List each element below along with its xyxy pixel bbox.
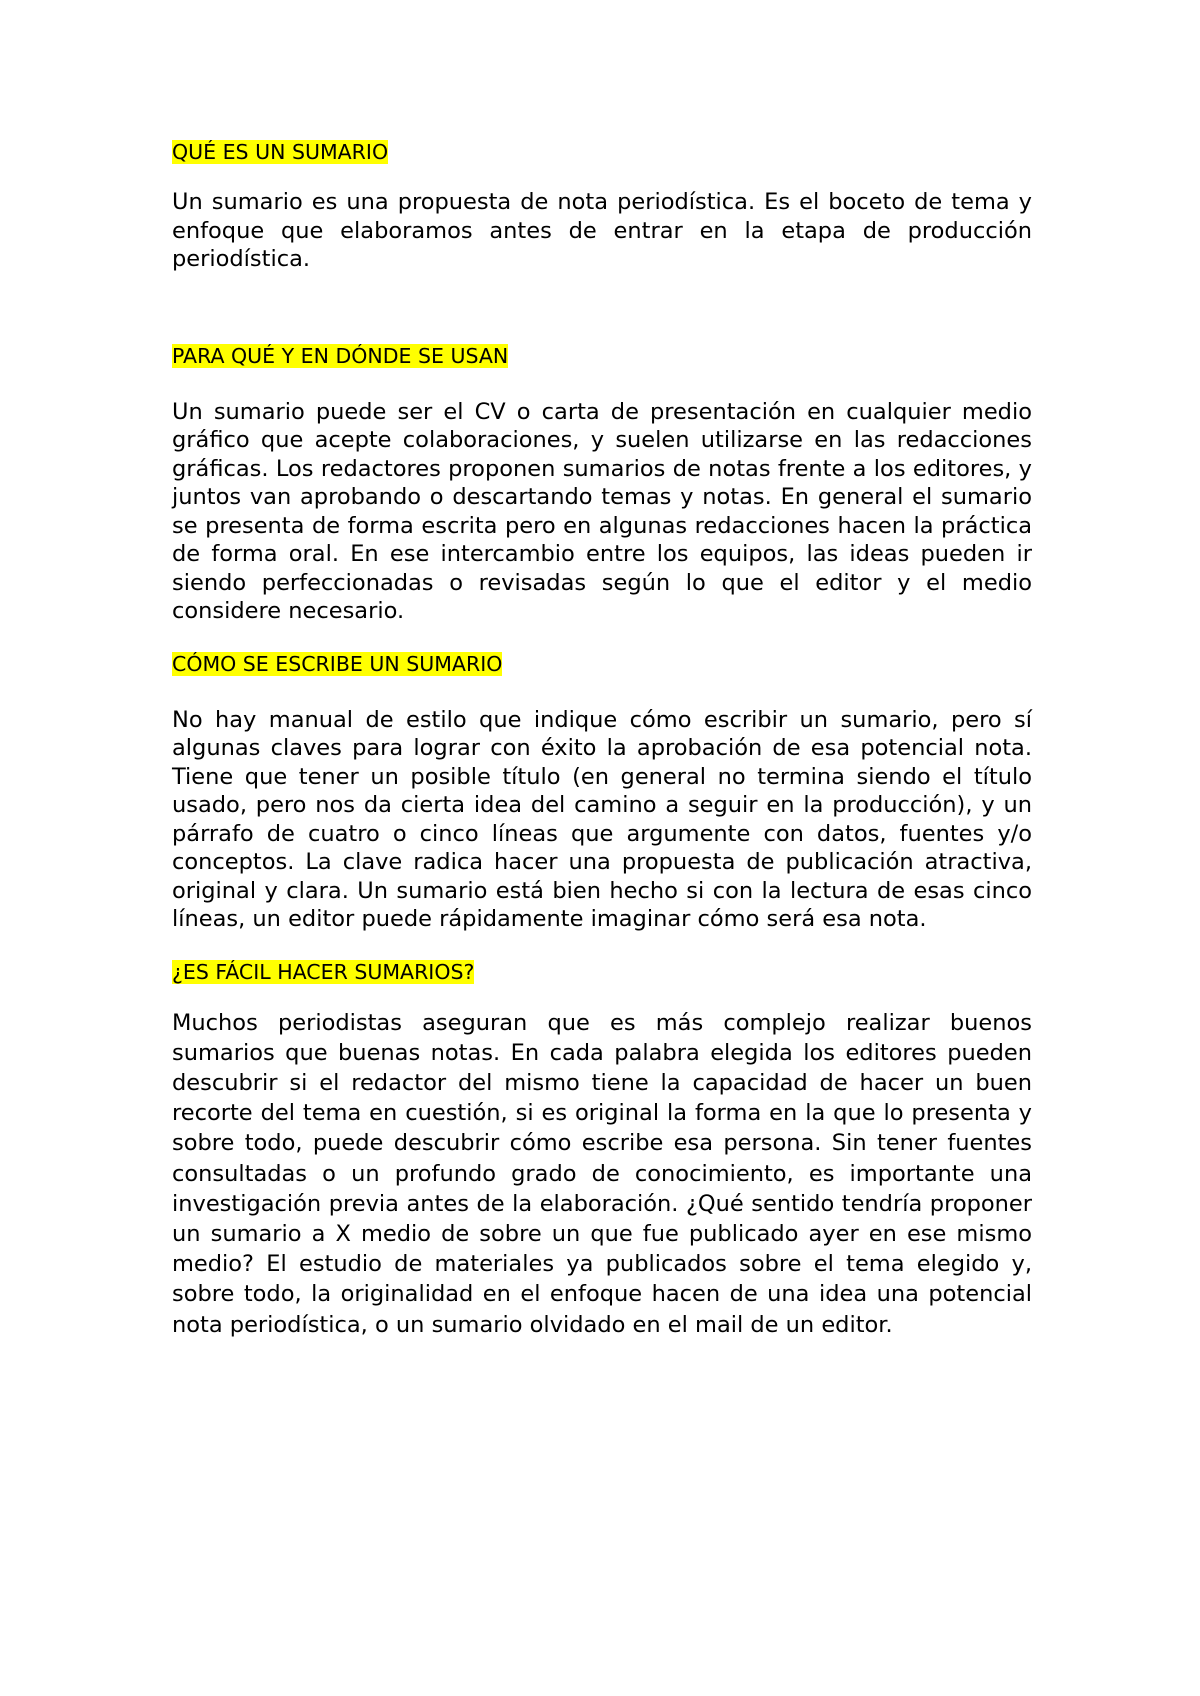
section-heading-que-es bbox=[172, 138, 1032, 166]
highlighted-heading-text: CÓMO SE ESCRIBE UN SUMARIO bbox=[172, 651, 503, 676]
highlighted-heading-text: PARA QUÉ Y EN DÓNDE SE USAN bbox=[172, 343, 509, 368]
document-page bbox=[172, 138, 1032, 1340]
section-heading-para-que bbox=[172, 342, 1032, 370]
highlighted-heading-text: ¿ES FÁCIL HACER SUMARIOS? bbox=[172, 959, 475, 984]
section-paragraph-para-que: Un sumario puede ser el CV o carta de presentación en cualquier medio gráfico que acepte colaboraciones, y suelen utilizarse en las redacciones gráficas. Los redactores proponen sumarios de notas frente a los editores, y juntos van aprobando o descartando temas y notas. En general el sumario se presenta de forma escrita pero en algunas redacciones hacen la práctica de forma oral. En ese intercambio entre los equipos, las ideas pueden ir siendo perfeccionadas o revisadas según lo que el editor y el medio considere necesario. bbox=[172, 398, 1032, 624]
section-paragraph-que-es: Un sumario es una propuesta de nota periodística. Es el boceto de tema y enfoque que elaboramos antes de entrar en la etapa de producción periodística. bbox=[172, 189, 1032, 272]
section-heading-como-se-escribe bbox=[172, 650, 1032, 678]
section-paragraph-como-se-escribe: No hay manual de estilo que indique cómo escribir un sumario, pero sí algunas claves para lograr con éxito la aprobación de esa potencial nota. Tiene que tener un posible título (en general no termina siendo el título usado, pero nos da cierta idea del camino a seguir en la producción), y un párrafo de cuatro o cinco líneas que argumente con datos, fuentes y/o conceptos. La clave radica hacer una propuesta de publicación atractiva, original y clara. Un sumario está bien hecho si con la lectura de esas cinco líneas, un editor puede rápidamente imaginar cómo será esa nota. bbox=[172, 706, 1032, 932]
highlighted-heading-text: QUÉ ES UN SUMARIO bbox=[172, 140, 389, 164]
section-paragraph-es-facil: Muchos periodistas aseguran que es más complejo realizar buenos sumarios que buenas notas. En cada palabra elegida los editores pueden descubrir si el redactor del mismo tiene la capacidad de hacer un buen recorte del tema en cuestión, si es original la forma en la que lo presenta y sobre todo, puede descubrir cómo escribe esa persona. Sin tener fuentes consultadas o un profundo grado de conocimiento, es importante una investigación previa antes de la elaboración. ¿Qué sentido tendría proponer un sumario a X medio de sobre un que fue publicado ayer en ese mismo medio? El estudio de materiales ya publicados sobre el tema elegido y, sobre todo, la originalidad en el enfoque hacen de una idea una potencial nota periodística, o un sumario olvidado en el mail de un editor. bbox=[172, 1009, 1032, 1338]
section-heading-es-facil bbox=[172, 958, 1032, 986]
